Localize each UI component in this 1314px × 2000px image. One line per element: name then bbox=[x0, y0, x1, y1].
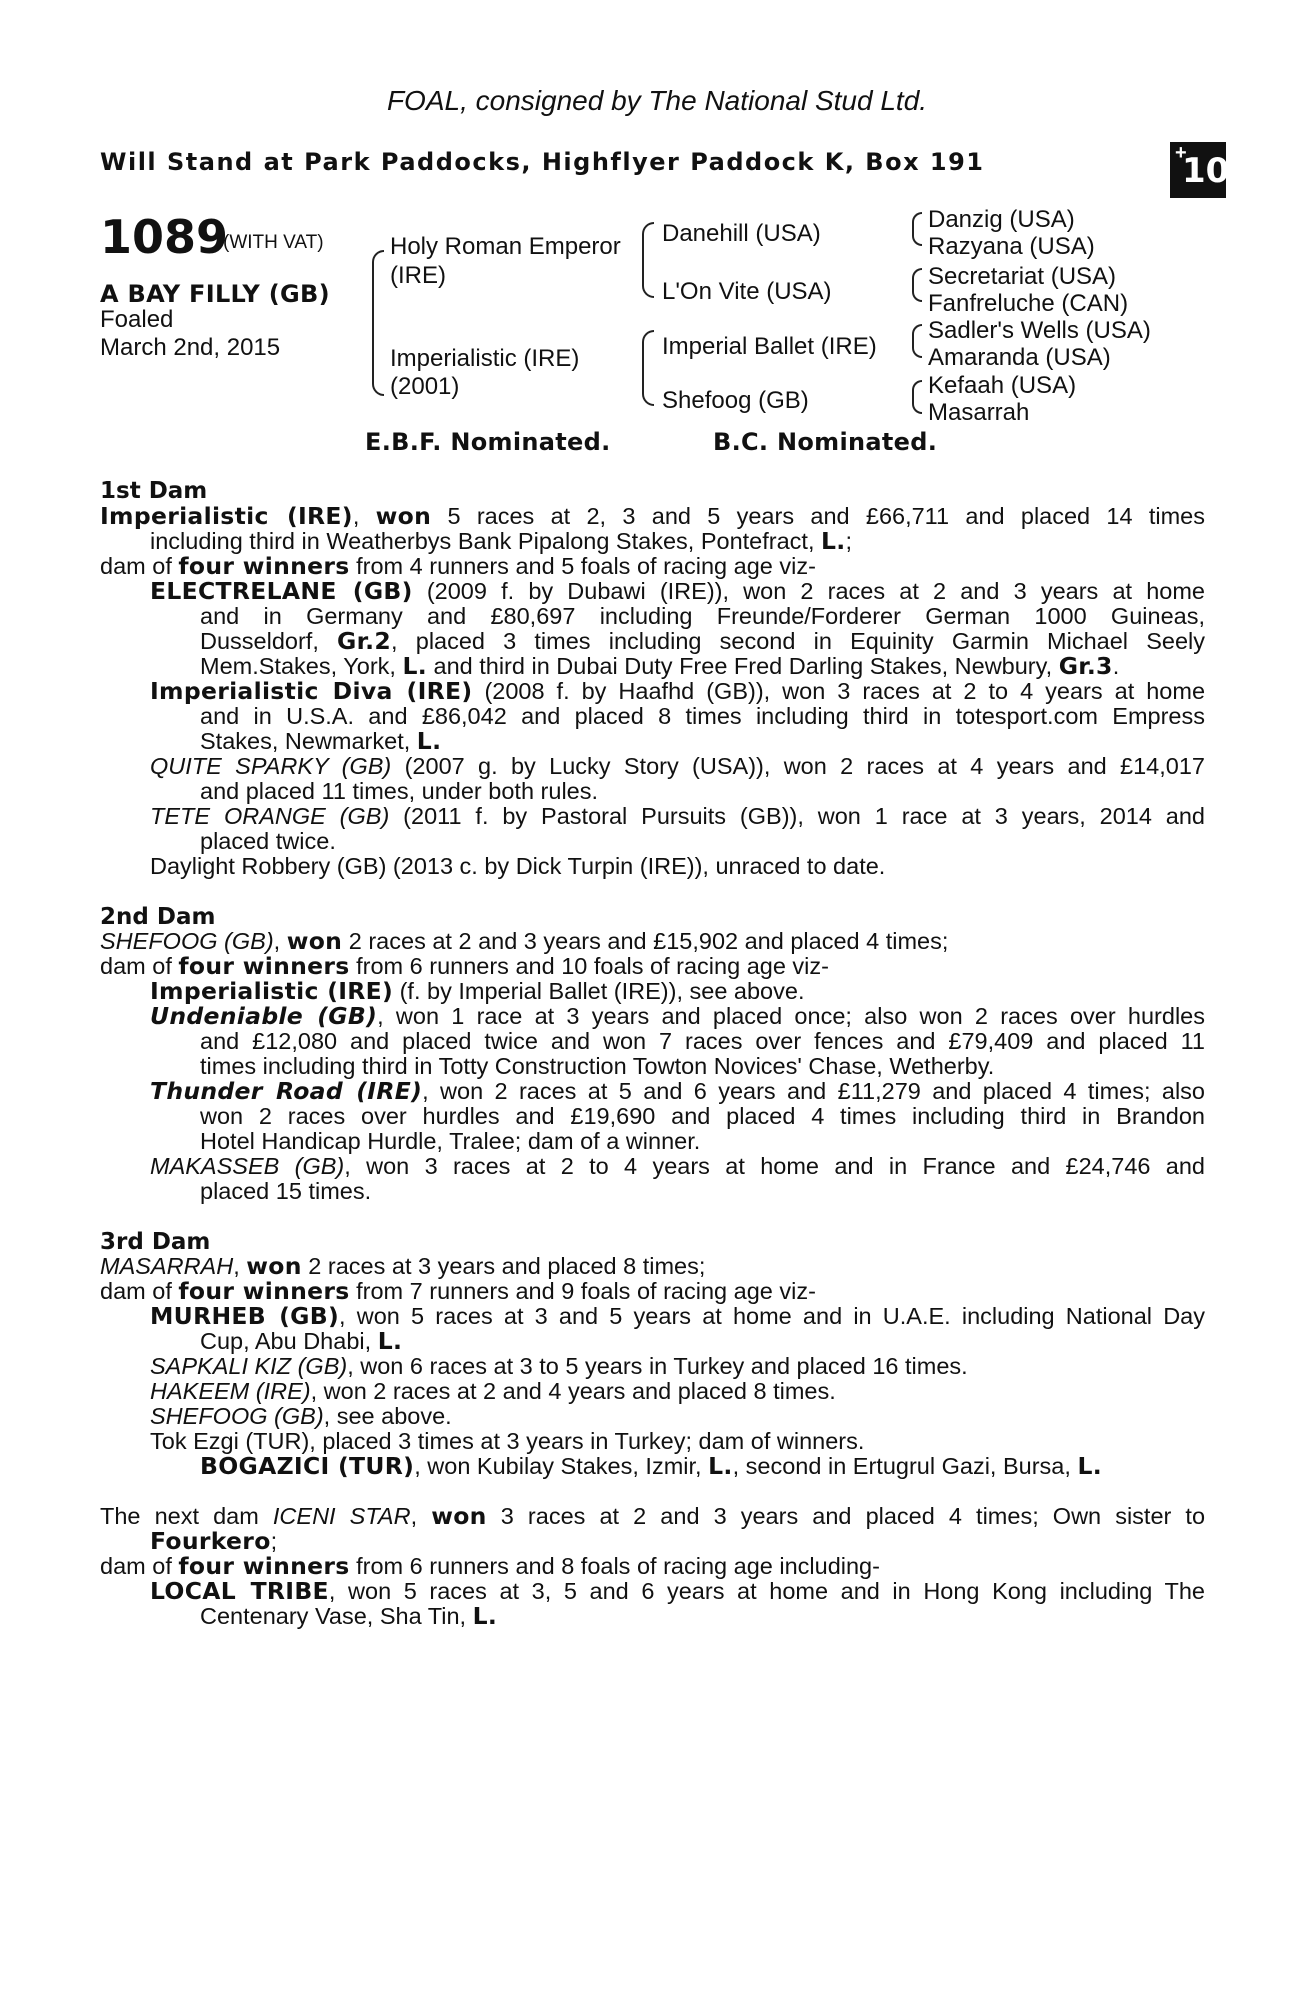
sapkali-line bbox=[150, 1354, 968, 1379]
third-dam-heading: 3rd Dam bbox=[100, 1229, 211, 1255]
electrelane-line-3 bbox=[200, 629, 1205, 654]
local-tribe-text-2: Centenary Vase, Sha Tin, bbox=[200, 1603, 467, 1629]
sparky-text-1: (2007 g. by Lucky Story (USA)), won 2 races at 4 years and £14,017 bbox=[404, 753, 1205, 779]
dam-of-label: dam of bbox=[100, 1278, 172, 1304]
makasseb-name: MAKASSEB (GB) bbox=[150, 1153, 345, 1179]
hakeem-text: , won 2 races at 2 and 4 years and placed 8 times. bbox=[310, 1378, 836, 1404]
sparky-line-1 bbox=[150, 754, 1205, 779]
gen3-kefaah: Kefaah (USA) bbox=[928, 372, 1077, 399]
bracket-gen1 bbox=[372, 250, 384, 396]
lot-name: A BAY FILLY (GB) bbox=[100, 280, 330, 308]
ebf-nominated: E.B.F. Nominated. bbox=[365, 428, 611, 456]
won-label: won bbox=[375, 502, 432, 530]
second-dam-line: SHEFOOG (GB), won 2 races at 2 and 3 years and £15,902 and placed 4 times; bbox=[100, 927, 949, 955]
second-dam-produce-line bbox=[100, 954, 829, 979]
undeniable-name: Undeniable (GB) bbox=[150, 1002, 378, 1030]
daylight-line bbox=[150, 854, 885, 879]
first-dam-line-1: Imperialistic (IRE), won 5 races at 2, 3 and 5 years and £66,711 and placed 14 times bbox=[100, 502, 1205, 530]
diva-line-2 bbox=[200, 704, 1205, 729]
local-tribe-line-1 bbox=[150, 1579, 1205, 1604]
period: . bbox=[1112, 653, 1120, 679]
badge-number: 10 bbox=[1182, 151, 1230, 191]
page-badge bbox=[1170, 142, 1230, 198]
third-dam-produce-line bbox=[100, 1279, 816, 1304]
hakeem-line bbox=[150, 1379, 836, 1404]
second-dam-name: SHEFOOG (GB) bbox=[100, 928, 274, 954]
local-tribe-name: LOCAL TRIBE bbox=[150, 1577, 329, 1605]
bracket-danehill bbox=[912, 212, 922, 246]
murheb-text-1: , won 5 races at 3 and 5 years at home and in U.A.E. including National Day bbox=[339, 1303, 1205, 1329]
thunder-line-1 bbox=[150, 1079, 1205, 1104]
tok-text: Tok Ezgi (TUR), placed 3 times at 3 years in Turkey; dam of winners. bbox=[150, 1428, 865, 1454]
first-dam-line-2 bbox=[150, 529, 852, 554]
first-dam-heading: 1st Dam bbox=[100, 478, 208, 504]
tete-line-2 bbox=[200, 829, 336, 854]
gen2-imperial-ballet: Imperial Ballet (IRE) bbox=[662, 333, 877, 360]
gen2-shefoog: Shefoog (GB) bbox=[662, 387, 809, 414]
makasseb-text-2: placed 15 times. bbox=[200, 1178, 372, 1204]
dam-year: (2001) bbox=[390, 373, 460, 400]
lot-number: 1089 bbox=[100, 210, 229, 264]
sire-name: Holy Roman Emperor bbox=[390, 233, 621, 260]
four-winners: four winners bbox=[178, 1277, 350, 1305]
tete-text-2: placed twice. bbox=[200, 828, 336, 854]
next-dam-name: ICENI STAR bbox=[272, 1503, 411, 1529]
shefoog-name: SHEFOOG (GB) bbox=[150, 1403, 324, 1429]
first-dam-record: 5 races at 2, 3 and 5 years and £66,711 and placed 14 times bbox=[447, 503, 1205, 529]
bogazici-line bbox=[200, 1454, 1102, 1479]
bracket-imperial-ballet bbox=[912, 324, 922, 358]
foaled-label: Foaled bbox=[100, 306, 174, 333]
next-dam-line-2 bbox=[150, 1529, 277, 1554]
makasseb-line-2 bbox=[200, 1179, 371, 1204]
third-dam-record: 2 races at 3 years and placed 8 times; bbox=[308, 1253, 706, 1279]
diva-text-3: Stakes, Newmarket, bbox=[200, 728, 411, 754]
first-dam-record-2: including third in Weatherbys Bank Pipalong Stakes, Pontefract, bbox=[150, 528, 815, 554]
bracket-lon-vite bbox=[912, 268, 922, 302]
undeniable-line-3 bbox=[200, 1054, 994, 1079]
dam-name: Imperialistic (IRE) bbox=[390, 345, 580, 372]
listed-mark: L. bbox=[402, 652, 427, 680]
electrelane-text-4a: Mem.Stakes, York, bbox=[200, 653, 396, 679]
thunder-text-3: Hotel Handicap Hurdle, Tralee; dam of a winner. bbox=[200, 1128, 701, 1154]
bogazici-text-b: , second in Ertugrul Gazi, Bursa, bbox=[732, 1453, 1071, 1479]
tete-text-1: (2011 f. by Pastoral Pursuits (GB)), won 1 race at 3 years, 2014 and bbox=[403, 803, 1205, 829]
undeniable-text-2: and £12,080 and placed twice and won 7 races over fences and £79,409 and placed 11 bbox=[200, 1028, 1205, 1054]
sapkali-name: SAPKALI KIZ (GB) bbox=[150, 1353, 348, 1379]
undeniable-text-1: , won 1 race at 3 years and placed once; also won 2 races over hurdles bbox=[377, 1003, 1205, 1029]
thunder-text-2: won 2 races over hurdles and £19,690 and placed 4 times including third in Brandon bbox=[200, 1103, 1205, 1129]
electrelane-text-1: (2009 f. by Dubawi (IRE)), won 2 races at 2 and 3 years at home bbox=[426, 578, 1205, 604]
group3-mark: Gr.3 bbox=[1058, 652, 1113, 680]
makasseb-line-1 bbox=[150, 1154, 1205, 1179]
first-dam-name: Imperialistic (IRE) bbox=[100, 502, 353, 530]
sparky-name: QUITE SPARKY (GB) bbox=[150, 753, 392, 779]
group2-mark: Gr.2 bbox=[337, 627, 392, 655]
bc-nominated: B.C. Nominated. bbox=[713, 428, 938, 456]
stand-location: Will Stand at Park Paddocks, Highflyer Paddock K, Box 191 bbox=[100, 148, 985, 176]
tete-name: TETE ORANGE (GB) bbox=[150, 803, 390, 829]
foaled-date: March 2nd, 2015 bbox=[100, 334, 281, 361]
makasseb-text-1: , won 3 races at 2 to 4 years at home and in France and £24,746 and bbox=[344, 1153, 1206, 1179]
four-winners: four winners bbox=[178, 552, 350, 580]
diva-line-3 bbox=[200, 729, 441, 754]
thunder-line-3 bbox=[200, 1129, 700, 1154]
thunder-text-1: , won 2 races at 5 and 6 years and £11,279 and placed 4 times; also bbox=[422, 1078, 1205, 1104]
gen3-fanfreluche: Fanfreluche (CAN) bbox=[928, 290, 1129, 317]
daylight-text: Daylight Robbery (GB) (2013 c. by Dick Turpin (IRE)), unraced to date. bbox=[150, 853, 886, 879]
electrelane-text-3b: , placed 3 times including second in Equinity Garmin Michael Seely bbox=[391, 628, 1205, 654]
electrelane-text-4b: and third in Dubai Duty Free Fred Darling Stakes, Newbury, bbox=[433, 653, 1053, 679]
bracket-sire bbox=[642, 222, 654, 298]
next-dam-line-1: The next dam ICENI STAR, won 3 races at 2 and 3 years and placed 4 times; Own sister to bbox=[100, 1502, 1206, 1530]
badge-plus: + bbox=[1175, 142, 1187, 164]
imperialistic-line bbox=[150, 979, 804, 1004]
sparky-line-2 bbox=[200, 779, 598, 804]
imperialistic-text: (f. by Imperial Ballet (IRE)), see above. bbox=[399, 978, 805, 1004]
murheb-name: MURHEB (GB) bbox=[150, 1302, 340, 1330]
sparky-text-2: and placed 11 times, under both rules. bbox=[200, 778, 599, 804]
gen2-lon-vite: L'On Vite (USA) bbox=[662, 278, 832, 305]
four-winners: four winners bbox=[178, 1552, 350, 1580]
local-tribe-line-2 bbox=[200, 1604, 497, 1629]
shefoog-line bbox=[150, 1404, 452, 1429]
thunder-line-2 bbox=[200, 1104, 1205, 1129]
fourkero-name: Fourkero bbox=[150, 1527, 271, 1555]
listed-mark: L. bbox=[1077, 1452, 1102, 1480]
dam-of-label: dam of bbox=[100, 553, 172, 579]
second-dam-heading: 2nd Dam bbox=[100, 904, 216, 930]
diva-text-2: and in U.S.A. and £86,042 and placed 8 times including third in totesport.com Empress bbox=[200, 703, 1205, 729]
won-label: won bbox=[286, 927, 343, 955]
undeniable-line-1 bbox=[150, 1004, 1205, 1029]
tok-line bbox=[150, 1429, 864, 1454]
won-label: won bbox=[246, 1252, 302, 1280]
sapkali-text: , won 6 races at 3 to 5 years in Turkey and placed 16 times. bbox=[347, 1353, 968, 1379]
murheb-line-1 bbox=[150, 1304, 1205, 1329]
diva-name: Imperialistic Diva (IRE) bbox=[150, 677, 473, 705]
gen3-secretariat: Secretariat (USA) bbox=[928, 263, 1117, 290]
next-dam-record: 3 races at 2 and 3 years and placed 4 times; Own sister to bbox=[500, 1503, 1206, 1529]
electrelane-line-4 bbox=[200, 654, 1119, 679]
semicolon: ; bbox=[845, 528, 853, 554]
second-dam-record: 2 races at 2 and 3 years and £15,902 and placed 4 times; bbox=[348, 928, 949, 954]
diva-text-1: (2008 f. by Haafhd (GB)), won 3 races at 2 to 4 years at home bbox=[484, 678, 1206, 704]
listed-mark: L. bbox=[821, 527, 846, 555]
gen2-danehill: Danehill (USA) bbox=[662, 220, 821, 247]
bracket-shefoog bbox=[912, 380, 922, 414]
electrelane-text-2: and in Germany and £80,697 including Freunde/Forderer German 1000 Guineas, bbox=[200, 603, 1205, 629]
thunder-name: Thunder Road (IRE) bbox=[150, 1077, 423, 1105]
diva-line-1 bbox=[150, 679, 1205, 704]
electrelane-line-1 bbox=[150, 579, 1205, 604]
hakeem-name: HAKEEM (IRE) bbox=[150, 1378, 311, 1404]
four-winners: four winners bbox=[178, 952, 350, 980]
electrelane-text-3a: Dusseldorf, bbox=[200, 628, 319, 654]
runners-text: from 4 runners and 5 foals of racing age viz- bbox=[356, 553, 816, 579]
runners-text: from 6 runners and 10 foals of racing age viz- bbox=[356, 953, 829, 979]
electrelane-name: ELECTRELANE (GB) bbox=[150, 577, 413, 605]
listed-mark: L. bbox=[416, 727, 442, 755]
vat-label: (WITH VAT) bbox=[223, 232, 324, 253]
next-dam-produce-line bbox=[100, 1554, 880, 1579]
murheb-line-2 bbox=[200, 1329, 402, 1354]
bracket-dam bbox=[642, 330, 654, 406]
sire-origin: (IRE) bbox=[390, 262, 446, 289]
semicolon: ; bbox=[270, 1528, 278, 1554]
gen3-masarrah: Masarrah bbox=[928, 399, 1030, 426]
next-dam-intro: The next dam bbox=[100, 1503, 259, 1529]
runners-text: from 7 runners and 9 foals of racing age viz- bbox=[356, 1278, 816, 1304]
bogazici-name: BOGAZICI (TUR) bbox=[200, 1452, 415, 1480]
electrelane-line-2 bbox=[200, 604, 1205, 629]
murheb-text-2: Cup, Abu Dhabi, bbox=[200, 1328, 372, 1354]
third-dam-name: MASARRAH bbox=[100, 1253, 234, 1279]
gen3-danzig: Danzig (USA) bbox=[928, 206, 1075, 233]
listed-mark: L. bbox=[472, 1602, 498, 1630]
undeniable-text-3: times including third in Totty Construction Towton Novices' Chase, Wetherby. bbox=[200, 1053, 995, 1079]
dam-of-label: dam of bbox=[100, 1553, 172, 1579]
shefoog-text: , see above. bbox=[323, 1403, 452, 1429]
gen3-razyana: Razyana (USA) bbox=[928, 233, 1095, 260]
imperialistic-name: Imperialistic (IRE) bbox=[150, 977, 394, 1005]
gen3-sadlers-wells: Sadler's Wells (USA) bbox=[928, 317, 1151, 344]
listed-mark: L. bbox=[708, 1452, 733, 1480]
consignor-line: FOAL, consigned by The National Stud Ltd. bbox=[386, 85, 928, 116]
runners-text: from 6 runners and 8 foals of racing age including- bbox=[356, 1553, 880, 1579]
third-dam-line: MASARRAH, won 2 races at 3 years and placed 8 times; bbox=[100, 1252, 706, 1280]
bogazici-text-a: , won Kubilay Stakes, Izmir, bbox=[414, 1453, 702, 1479]
first-dam-produce-line bbox=[100, 554, 816, 579]
undeniable-line-2 bbox=[200, 1029, 1205, 1054]
dam-of-label: dam of bbox=[100, 953, 172, 979]
gen3-amaranda: Amaranda (USA) bbox=[928, 344, 1111, 371]
tete-line-1 bbox=[150, 804, 1205, 829]
won-label: won bbox=[431, 1502, 487, 1530]
local-tribe-text-1: , won 5 races at 3, 5 and 6 years at home and in Hong Kong including The bbox=[328, 1578, 1205, 1604]
listed-mark: L. bbox=[377, 1327, 403, 1355]
